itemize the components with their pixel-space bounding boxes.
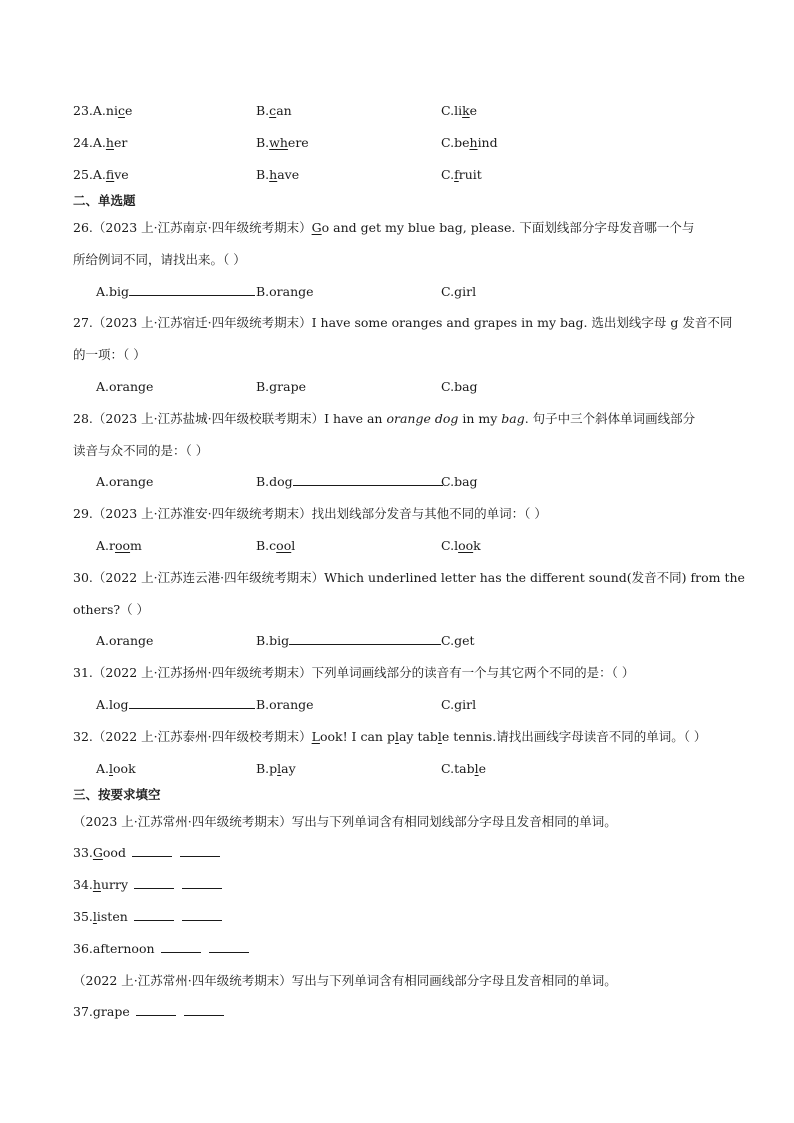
option-a: A.orange — [96, 474, 154, 489]
option-b: B.where — [256, 135, 309, 150]
option-b: B.play — [256, 761, 296, 776]
option-b: B.dog — [256, 474, 443, 490]
answer-blank[interactable] — [180, 845, 220, 857]
option-c: C.behind — [441, 135, 498, 150]
instruction: （2022 上·江苏常州·四年级统考期末）写出与下列单词含有相同画线部分字母且发音相同的单词。 — [73, 973, 617, 988]
question-31: 31.（2022 上·江苏扬州·四年级统考期末）下列单词画线部分的读音有一个与其它两个不同的是：（ ） — [73, 665, 635, 680]
question-28-cont: 读音与众不同的是：（ ） — [73, 443, 209, 458]
option-c: C.look — [441, 538, 481, 553]
option-c: C.bag — [441, 379, 478, 394]
question-37: 37.grape — [73, 1004, 224, 1020]
option-b: B.cool — [256, 538, 296, 553]
answer-blank[interactable] — [209, 941, 249, 953]
question-33: 33.Good — [73, 845, 220, 861]
option-b: B.orange — [256, 697, 314, 712]
question-32: 32.（2022 上·江苏泰州·四年级校考期末）Look! I can play table tennis.请找出画线字母读音不同的单词。（ ） — [73, 729, 707, 744]
option-b: B.have — [256, 167, 300, 182]
section-heading: 三、按要求填空 — [73, 787, 161, 802]
option-a: A.look — [96, 761, 136, 776]
question-28: 28.（2023 上·江苏盐城·四年级校联考期末）I have an orange dog in my bag. 句子中三个斜体单词画线部分 — [73, 411, 696, 426]
option-c: C.bag — [441, 474, 478, 489]
answer-blank[interactable] — [134, 877, 174, 889]
option-c: C.like — [441, 103, 478, 118]
option-a: A.log — [96, 697, 255, 713]
option-c: C.girl — [441, 697, 477, 712]
option-a: A.orange — [96, 379, 154, 394]
option-b: B.big — [256, 633, 441, 649]
option-c: C.get — [441, 633, 475, 648]
answer-blank[interactable] — [184, 1004, 224, 1016]
question-23: 23.A.nice — [73, 103, 133, 118]
answer-blank[interactable] — [136, 1004, 176, 1016]
answer-blank[interactable] — [182, 909, 222, 921]
instruction: （2023 上·江苏常州·四年级统考期末）写出与下列单词含有相同划线部分字母且发音相同的单词。 — [73, 814, 617, 829]
answer-blank[interactable] — [161, 941, 201, 953]
option-a: A.orange — [96, 633, 154, 648]
option-b: B.orange — [256, 284, 314, 299]
question-29: 29.（2023 上·江苏淮安·四年级统考期末）找出划线部分发音与其他不同的单词：（ ） — [73, 506, 547, 521]
option-b: B.grape — [256, 379, 306, 394]
option-a: A.big — [96, 284, 255, 300]
question-24: 24.A.her — [73, 135, 128, 150]
option-b: B.can — [256, 103, 292, 118]
question-25: 25.A.five — [73, 167, 129, 182]
question-34: 34.hurry — [73, 877, 222, 893]
option-c: C.table — [441, 761, 486, 776]
question-30-cont: others?（ ） — [73, 602, 150, 617]
question-36: 36.afternoon — [73, 941, 249, 957]
question-26: 26.（2023 上·江苏南京·四年级统考期末）Go and get my blue bag, please. 下面划线部分字母发音哪一个与 — [73, 220, 695, 235]
question-26-cont: 所给例词不同，请找出来。（ ） — [73, 252, 246, 267]
option-a: A.room — [96, 538, 142, 553]
option-c: C.fruit — [441, 167, 482, 182]
question-27-cont: 的一项：（ ） — [73, 347, 146, 362]
question-27: 27.（2023 上·江苏宿迁·四年级统考期末）I have some oranges and grapes in my bag. 选出划线字母 g 发音不同 — [73, 315, 733, 330]
question-35: 35.listen — [73, 909, 222, 925]
answer-blank[interactable] — [132, 845, 172, 857]
question-30: 30.（2022 上·江苏连云港·四年级统考期末）Which underlined letter has the different sound(发音不同) from the — [73, 570, 745, 585]
answer-blank[interactable] — [134, 909, 174, 921]
answer-blank[interactable] — [182, 877, 222, 889]
section-heading: 二、单选题 — [73, 193, 136, 208]
option-c: C.girl — [441, 284, 477, 299]
